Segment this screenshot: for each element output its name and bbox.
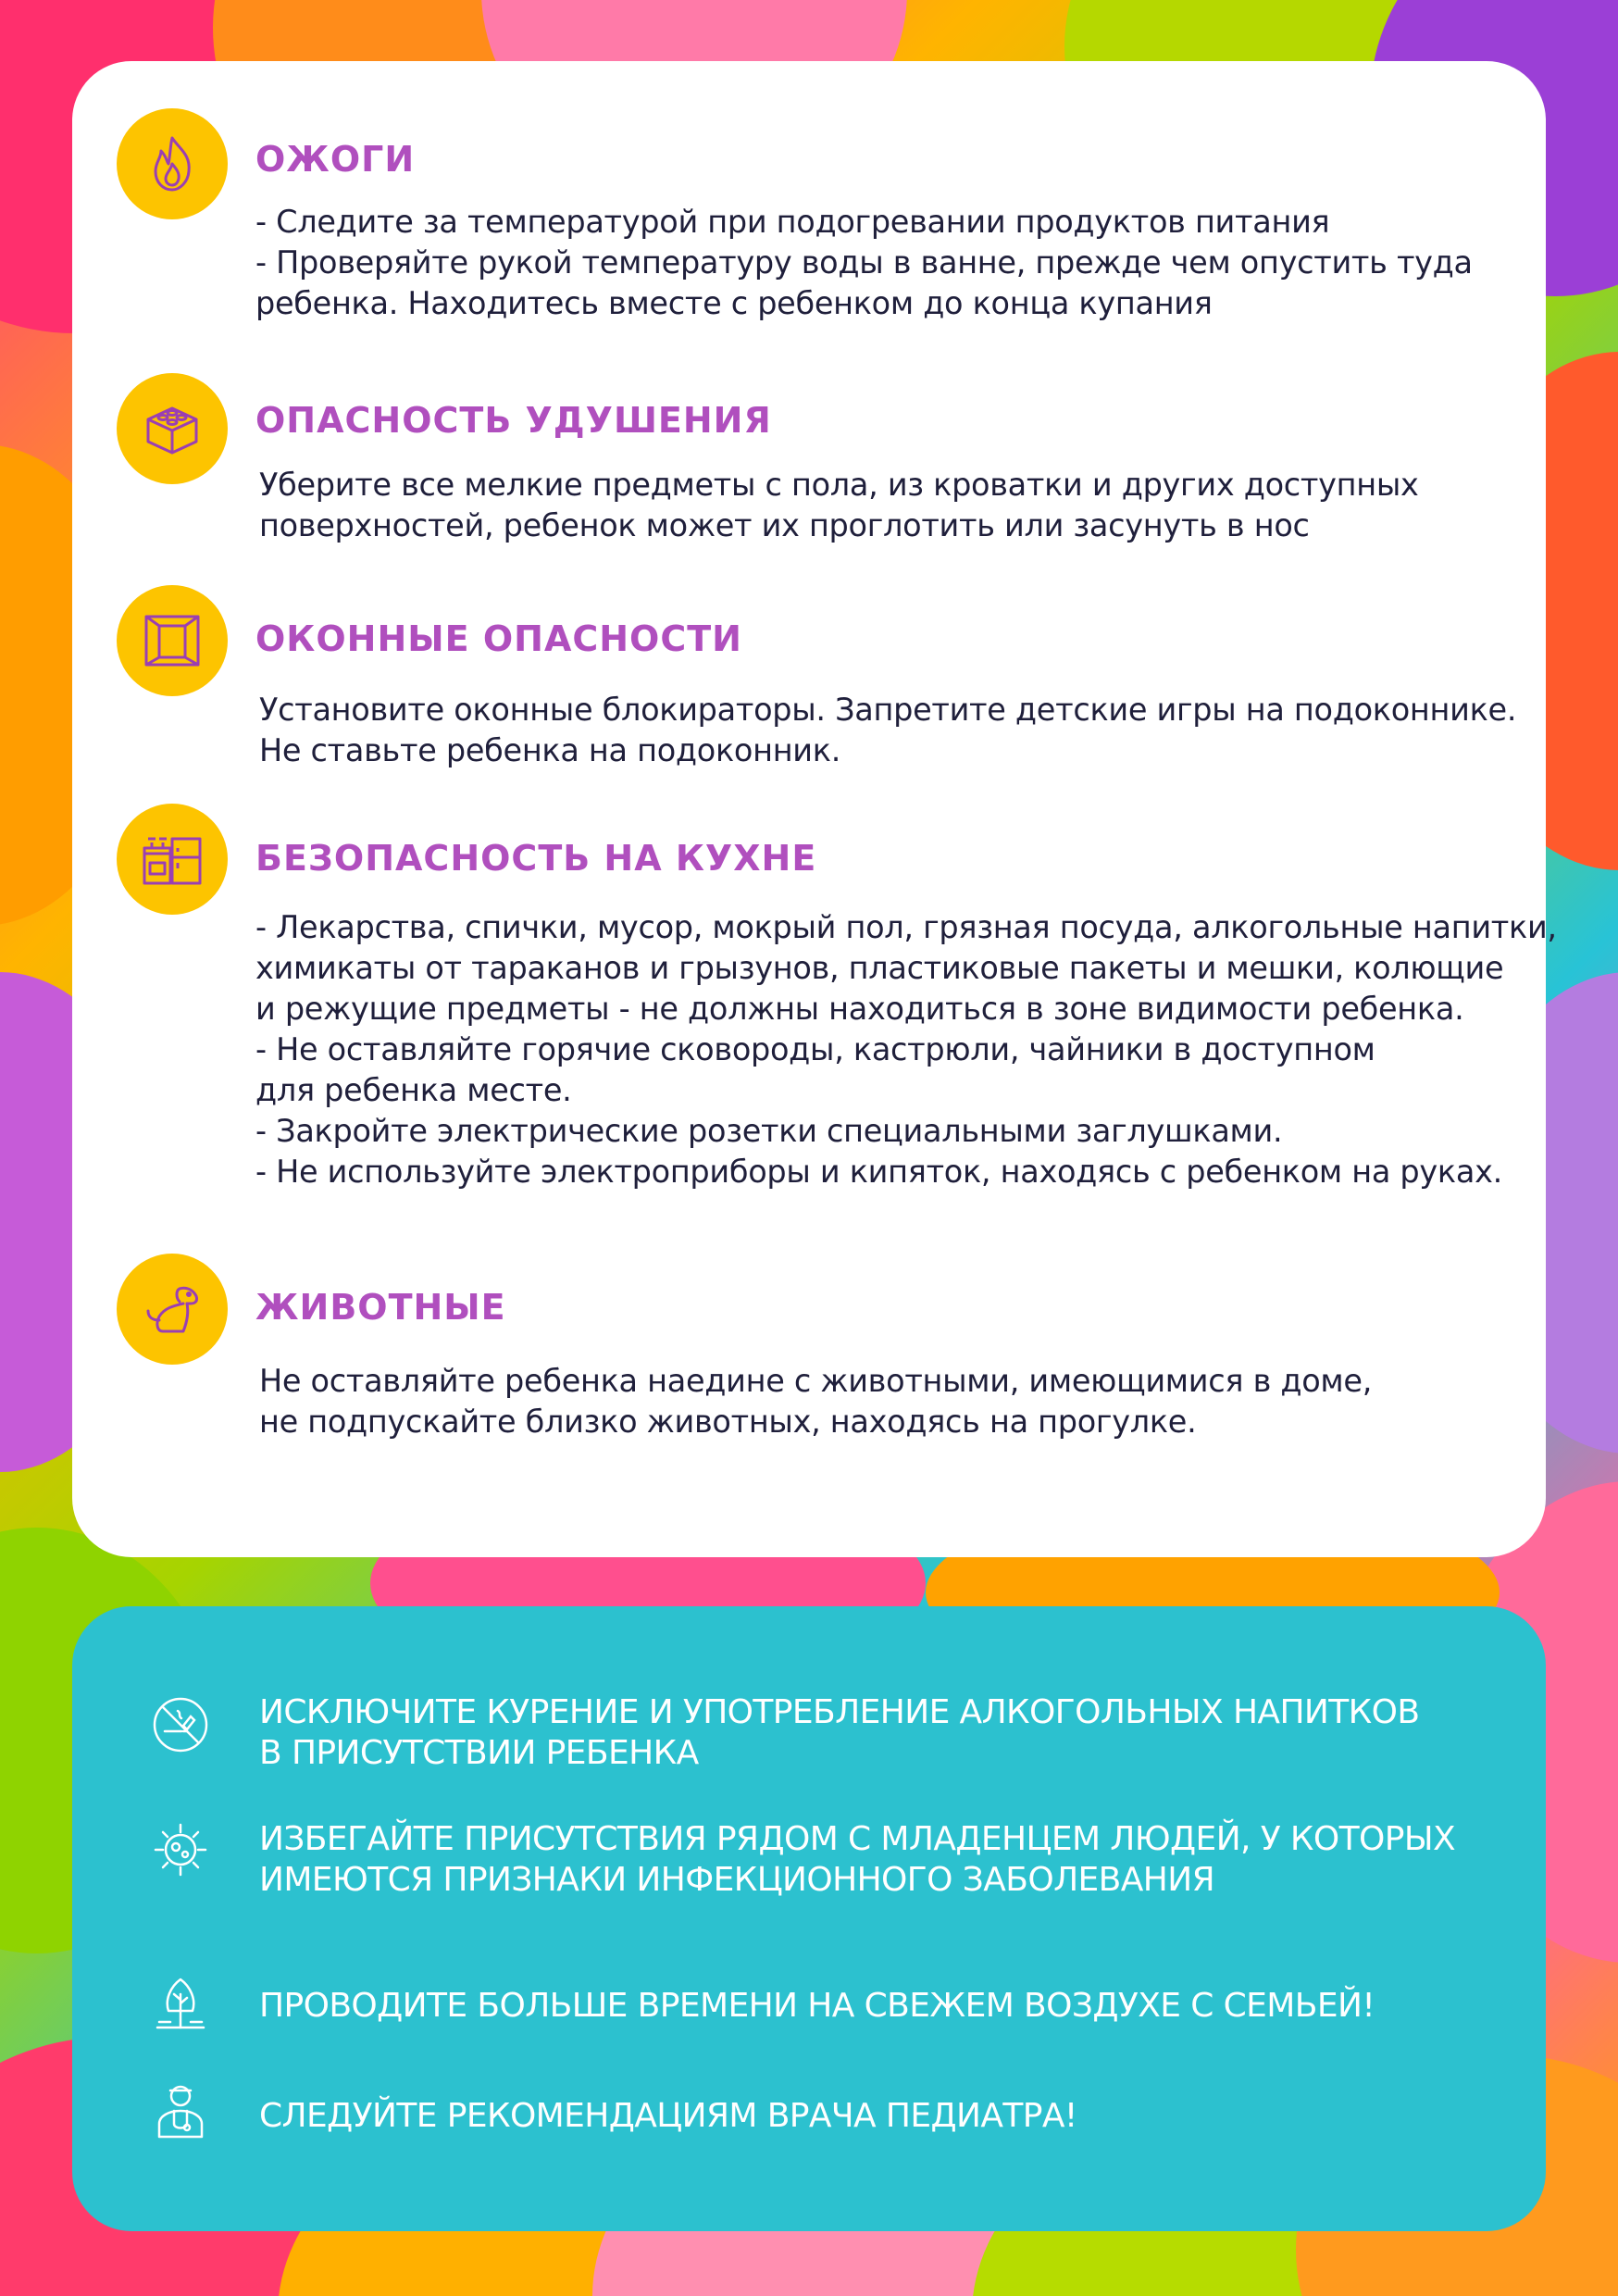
section-title-choking: ОПАСНОСТЬ УДУШЕНИЯ — [255, 400, 772, 441]
tree-icon — [150, 1974, 211, 2035]
flame-icon — [117, 108, 228, 219]
tip-fresh-air: ПРОВОДИТЕ БОЛЬШЕ ВРЕМЕНИ НА СВЕЖЕМ ВОЗДУХЕ С СЕМЬЕЙ! — [259, 1987, 1375, 2025]
section-title-kitchen: БЕЗОПАСНОСТЬ НА КУХНЕ — [255, 838, 817, 879]
section-body-burns: - Следите за температурой при подогревании продуктов питания - Проверяйте рукой температуру воды в ванне, прежде чем опустить туда ребенка. Находитесь вместе с ребенком до конца купания — [255, 204, 1473, 321]
section-title-windows: ОКОННЫЕ ОПАСНОСТИ — [255, 618, 742, 659]
virus-icon — [150, 1819, 211, 1880]
section-title-animals: ЖИВОТНЫЕ — [255, 1287, 506, 1328]
tip-follow-pediatrician: СЛЕДУЙТЕ РЕКОМЕНДАЦИЯМ ВРАЧА ПЕДИАТРА! — [259, 2097, 1077, 2135]
section-body-animals: Не оставляйте ребенка наедине с животными, имеющимися в доме, не подпускайте близко животных, находясь на прогулке. — [259, 1363, 1373, 1440]
toy-block-icon — [117, 373, 228, 484]
section-body-choking: Уберите все мелкие предметы с пола, из кроватки и других доступных поверхностей, ребенок может их проглотить или засунуть в нос — [259, 467, 1419, 543]
kitchen-icon — [117, 804, 228, 915]
dog-icon — [117, 1254, 228, 1365]
no-smoking-icon — [150, 1694, 211, 1755]
section-body-kitchen: - Лекарства, спички, мусор, мокрый пол, грязная посуда, алкогольные напитки, химикаты от тараканов и грызунов, пластиковые пакеты и мешки, колющие и режущие предметы - не должны находиться в зоне видимости ребенка. - Не оставляйте горячие сковороды, кастрюли, чайники в доступном для ребенка месте. - Закройте электрические розетки специальными заглушками. - Не используйте электроприборы и кипяток, находясь с ребенком на руках. — [255, 909, 1557, 1190]
tip-no-smoking: ИСКЛЮЧИТЕ КУРЕНИЕ И УПОТРЕБЛЕНИЕ АЛКОГОЛЬНЫХ НАПИТКОВ В ПРИСУТСТВИИ РЕБЕНКА — [259, 1693, 1420, 1772]
section-title-burns: ОЖОГИ — [255, 139, 416, 180]
section-body-windows: Установите оконные блокираторы. Запретите детские игры на подоконнике. Не ставьте ребенка на подоконник. — [259, 692, 1517, 768]
tip-avoid-infection: ИЗБЕГАЙТЕ ПРИСУТСТВИЯ РЯДОМ С МЛАДЕНЦЕМ ЛЮДЕЙ, У КОТОРЫХ ИМЕЮТСЯ ПРИЗНАКИ ИНФЕКЦИОННОГО ЗАБОЛЕВАНИЯ — [259, 1820, 1456, 1899]
window-icon — [117, 585, 228, 696]
doctor-icon — [150, 2079, 211, 2140]
